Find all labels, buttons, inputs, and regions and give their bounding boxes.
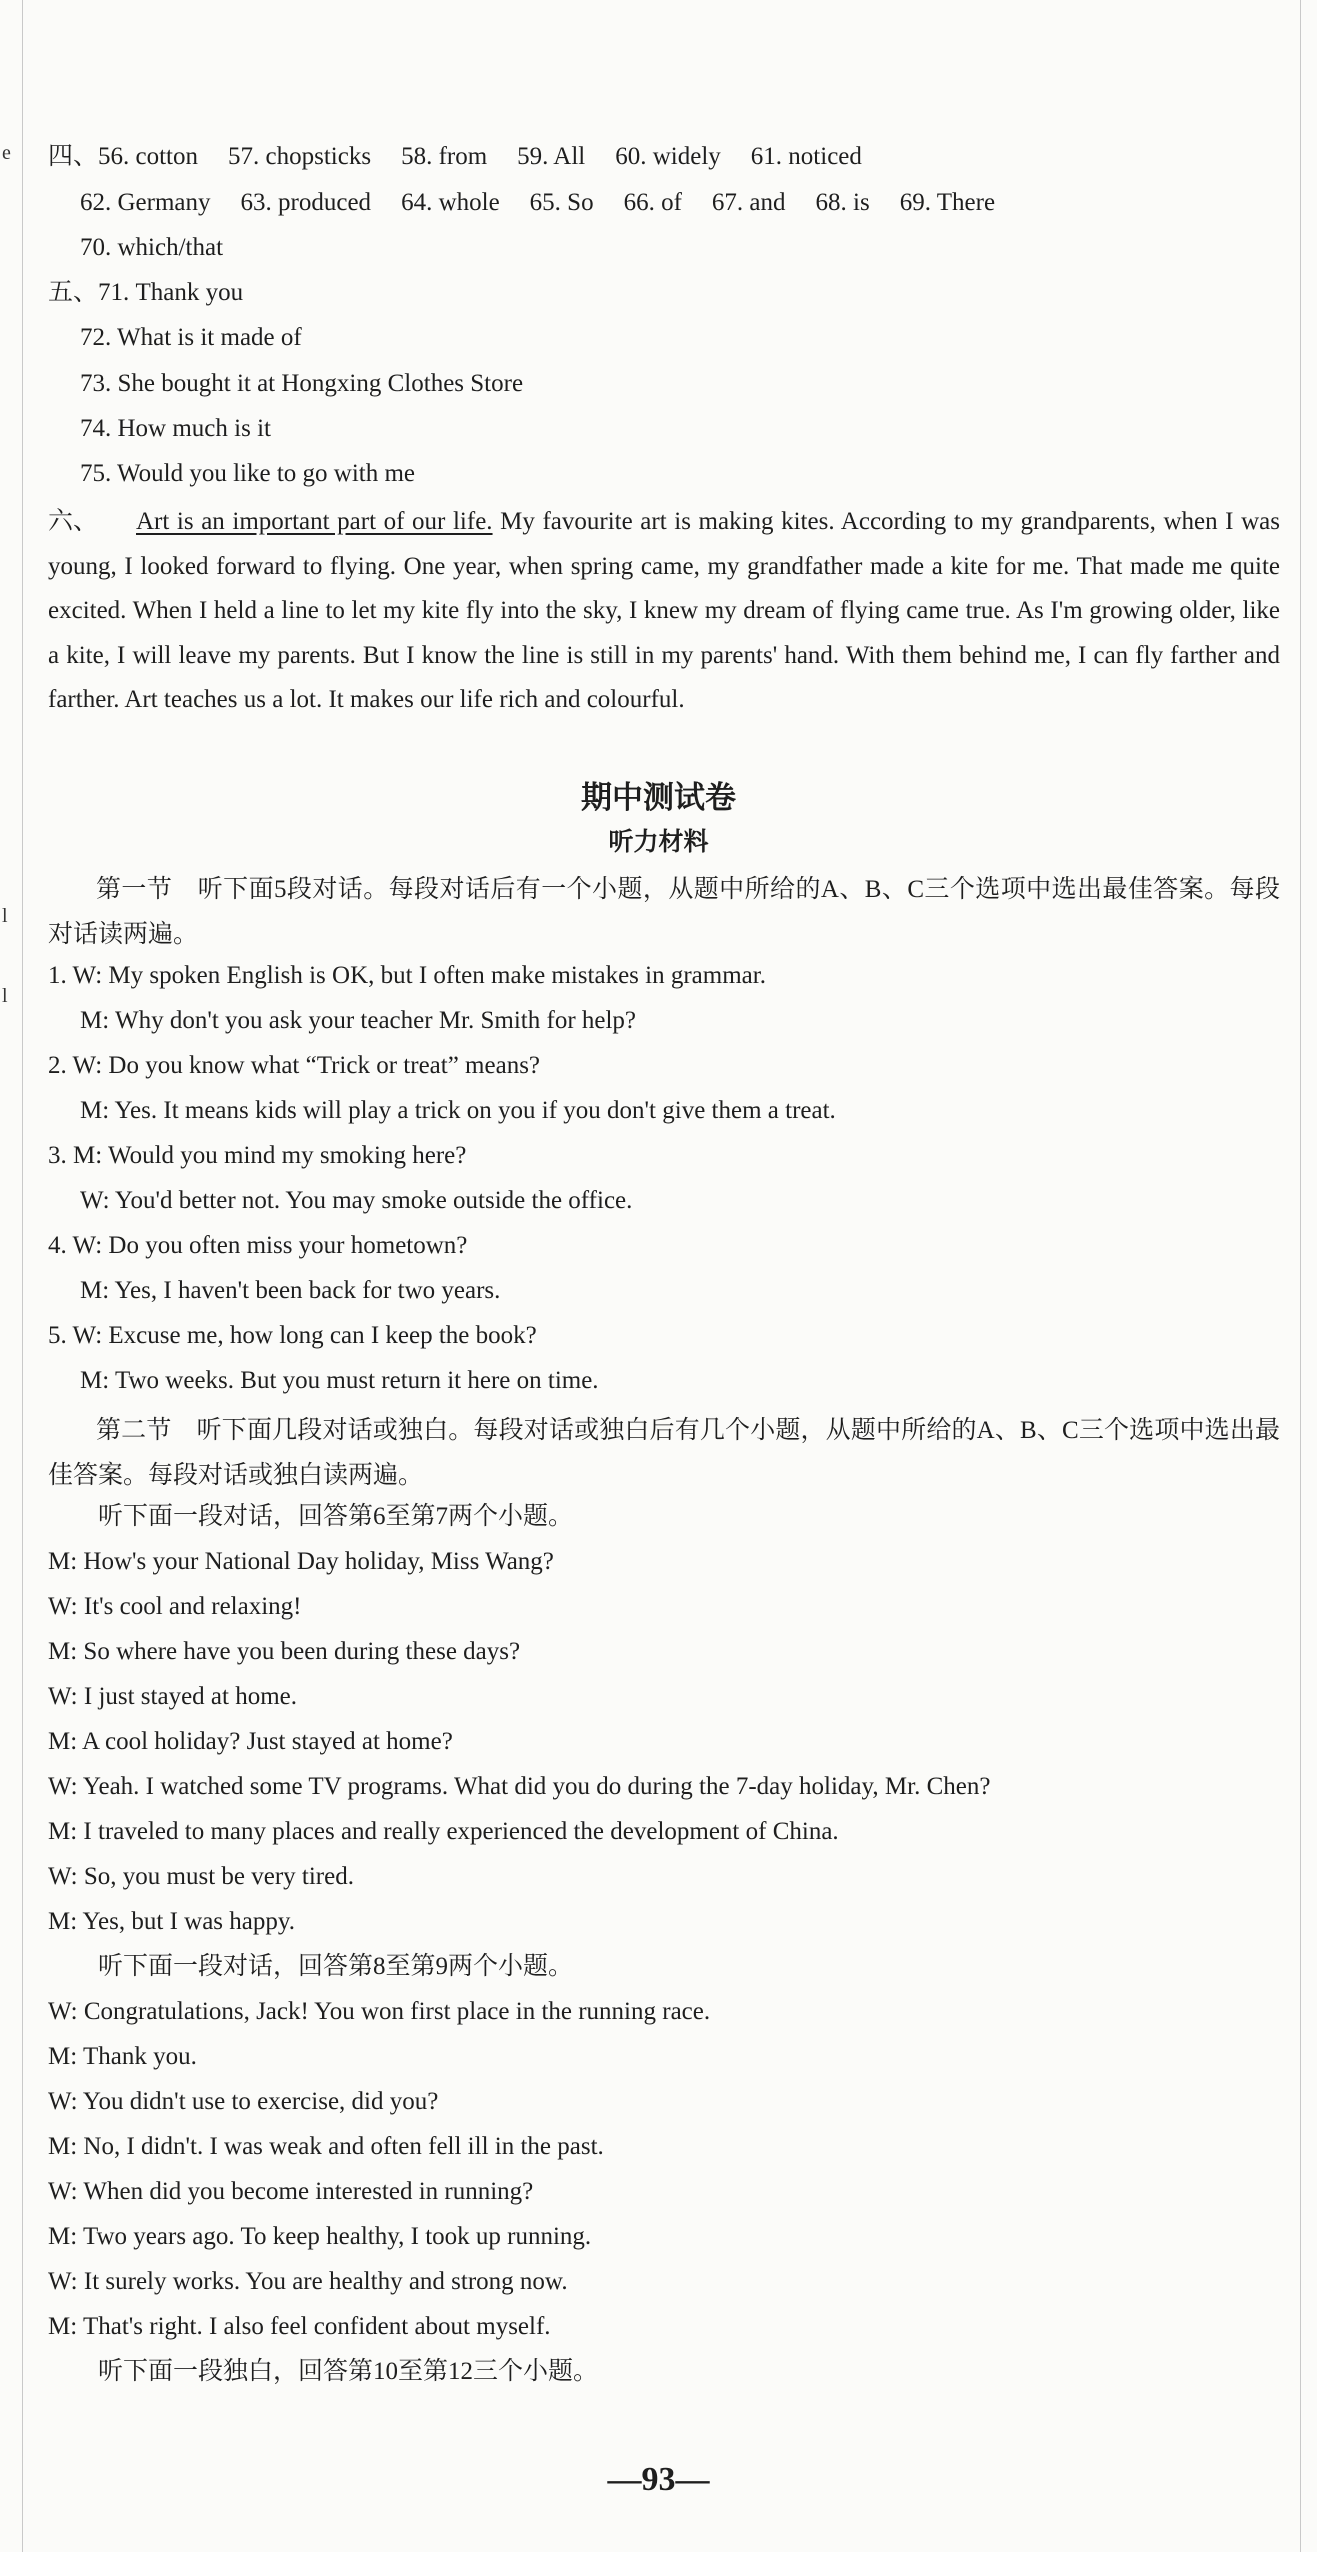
dialogue-line: M: Yes, but I was happy. xyxy=(48,1908,295,1935)
edge-fragment: e xyxy=(2,142,11,164)
dialogue-line: W: You'd better not. You may smoke outside the office. xyxy=(80,1187,633,1214)
dialogue-line: 4. W: Do you often miss your hometown? xyxy=(48,1232,468,1259)
edge-fragment: l xyxy=(2,905,8,927)
dialogue-instruction: 听下面一段对话，回答第6至第7两个小题。 xyxy=(98,1503,574,1530)
dialogue-line: W: You didn't use to exercise, did you? xyxy=(48,2088,439,2115)
answer-line: 72. What is it made of xyxy=(80,324,302,351)
dialogue-line: 1. W: My spoken English is OK, but I often make mistakes in grammar. xyxy=(48,962,766,989)
dialogue-line: W: Yeah. I watched some TV programs. What did you do during the 7-day holiday, Mr. Chen? xyxy=(48,1773,991,1800)
page-number: —93— xyxy=(607,2461,710,2498)
dialogue-line: M: How's your National Day holiday, Miss Wang? xyxy=(48,1548,554,1575)
dialogue-line: M: Yes. It means kids will play a trick on you if you don't give them a treat. xyxy=(80,1097,836,1124)
dialogue-line: M: That's right. I also feel confident about myself. xyxy=(48,2313,551,2340)
section-subtitle: 听力材料 xyxy=(608,829,709,856)
dialogue-line: M: I traveled to many places and really experienced the development of China. xyxy=(48,1818,839,1845)
dialogue-line: M: Two weeks. But you must return it here on time. xyxy=(80,1367,599,1394)
dialogue-line: 5. W: Excuse me, how long can I keep the book? xyxy=(48,1322,537,1349)
dialogue-line: W: I just stayed at home. xyxy=(48,1683,298,1710)
dialogue-line: 2. W: Do you know what “Trick or treat” means? xyxy=(48,1052,541,1079)
dialogue-line: W: It's cool and relaxing! xyxy=(48,1593,302,1620)
dialogue-line: 3. M: Would you mind my smoking here? xyxy=(48,1142,467,1169)
dialogue-line: W: It surely works. You are healthy and strong now. xyxy=(48,2268,568,2295)
answers-section-6-essay: 六、 Art is an important part of our life. My favourite art is making kites. According to my grandparents, when I was young, I looked forward to flying. One year, when spring came, my grandfather made a kite for me. That made me quite excited. When I held a line to let my kite fly into the sky, I knew my dream of flying came true. As I'm growing older, like a kite, I will leave my parents. But I know the line is still in my parents' hand. With them behind me, I can fly farther and farther. Art teaches us a lot. It makes our life rich and colourful. xyxy=(48,508,1280,714)
dialogue-line: M: Two years ago. To keep healthy, I took up running. xyxy=(48,2223,592,2250)
dialogue-instruction: 听下面一段独白，回答第10至第12三个小题。 xyxy=(98,2358,599,2385)
dialogue-line: W: Congratulations, Jack! You won first place in the running race. xyxy=(48,1998,711,2025)
essay-topic-sentence: Art is an important part of our life. xyxy=(136,508,493,535)
exam-title: 期中测试卷 xyxy=(581,780,736,815)
answers-row: 70. which/that xyxy=(80,234,224,261)
part1-instructions: 第一节 听下面5段对话。每段对话后有一个小题，从题中所给的A、B、C三个选项中选出最佳答案。每段对话读两遍。 xyxy=(48,876,1280,948)
dialogue-line: M: Yes, I haven't been back for two years. xyxy=(80,1277,501,1304)
answer-line: 75. Would you like to go with me xyxy=(80,460,416,487)
dialogue-line: W: When did you become interested in running? xyxy=(48,2178,534,2205)
right-margin-line xyxy=(1300,0,1301,2552)
left-margin-line xyxy=(22,0,23,2552)
dialogue-instruction: 听下面一段对话，回答第8至第9两个小题。 xyxy=(98,1953,574,1980)
answers-row: 四、56. cotton 57. chopsticks 58. from 59. All 60. widely 61. noticed xyxy=(48,143,862,170)
answer-line: 73. She bought it at Hongxing Clothes Store xyxy=(80,370,524,397)
dialogue-line: M: Thank you. xyxy=(48,2043,197,2070)
dialogue-line: M: Why don't you ask your teacher Mr. Smith for help? xyxy=(80,1007,637,1034)
edge-fragment: l xyxy=(2,985,8,1007)
essay-body: My favourite art is making kites. According to my grandparents, when I was young, I looked forward to flying. One year, when spring came, my grandfather made a kite for me. That made me quite excited. When I held a line to let my kite fly into the sky, I knew my dream of flying came true. As I'm growing older, like a kite, I will leave my parents. But I know the line is still in my parents' hand. With them behind me, I can fly farther and farther. Art teaches us a lot. It makes our life rich and colourful. xyxy=(48,508,1280,714)
answer-line: 74. How much is it xyxy=(80,415,271,442)
answers-row: 62. Germany 63. produced 64. whole 65. So 66. of 67. and 68. is 69. There xyxy=(80,189,996,216)
dialogue-line: M: A cool holiday? Just stayed at home? xyxy=(48,1728,453,1755)
dialogue-line: W: So, you must be very tired. xyxy=(48,1863,354,1890)
answer-line: 五、71. Thank you xyxy=(48,279,244,306)
dialogue-line: M: So where have you been during these days? xyxy=(48,1638,521,1665)
dialogue-line: M: No, I didn't. I was weak and often fell ill in the past. xyxy=(48,2133,604,2160)
part2-instructions: 第二节 听下面几段对话或独白。每段对话或独白后有几个小题，从题中所给的A、B、C三个选项中选出最佳答案。每段对话或独白读两遍。 xyxy=(48,1417,1280,1489)
